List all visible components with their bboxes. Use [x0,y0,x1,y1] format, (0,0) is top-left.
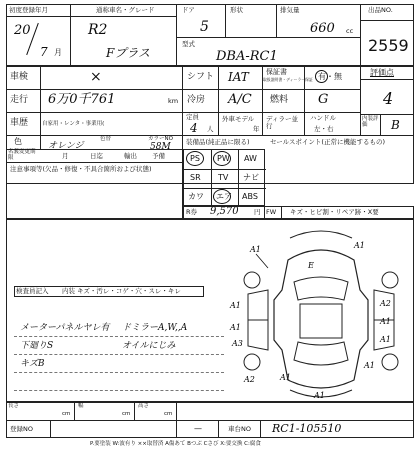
equip-leather: カワ [188,192,204,201]
score-label: 評価点 [370,68,394,77]
inspector-note-1: メーターパネルヤレ有 [20,323,110,333]
svg-text:A1: A1 [354,241,365,250]
warranty-circle [315,70,328,83]
height-unit: cm [164,411,173,417]
lot-label: 出品NO. [368,6,393,14]
fw-text: キズ・ヒビ割・リペア跡・X要 [290,208,379,216]
grade: Fプラス [106,46,150,60]
warranty-sub: 取扱説明書・ディーラー保証 [263,78,313,83]
name-change-day: 日迄 [90,152,103,160]
transfer-label: 輸出 [124,152,137,160]
svg-text:E: E [308,261,314,270]
header-frame [6,4,414,66]
equip-abs: ABS [242,192,258,201]
notes-label: 注意事項等(欠品・修復・不具合箇所および状態) [10,165,152,173]
aircon-value: A/C [228,92,252,107]
import-unit: 年 [253,125,260,133]
mileage-label: 走行 [10,95,29,105]
first-reg-label: 初度登録年月 [9,6,48,14]
inspector-note-5: キズB [20,359,45,369]
transfer-reserve: 予備 [152,152,165,160]
equip-tv: TV [218,173,229,182]
handle-label: ハンドル [310,114,336,122]
reg-no-dash: — [194,424,202,433]
inspector-note-2: ドミラーA,W,,A [122,323,188,333]
color-no-label: カラーNO [148,136,173,142]
inspector-options: 内装 キズ・汚レ・コゲ・穴・スレ・キレ [62,287,181,295]
car-diagram [228,220,414,402]
equip-pw-circle [213,151,231,166]
car-name: R2 [88,22,108,38]
equip-pw: PW [217,154,230,163]
capacity-label: 定員 [186,113,199,121]
svg-text:A1: A1 [314,391,325,400]
svg-text:A2: A2 [380,299,391,308]
inspector-label: 検査員記入 [16,287,49,295]
capacity-value: 4 [190,121,198,135]
warranty-choice: 有・無 [318,72,342,81]
inspector-note-3: 下廻りS [20,341,54,351]
equip-airbag-circle [213,189,231,204]
displacement-unit: cc [346,27,354,35]
model-label: 型式 [182,40,195,48]
svg-text:A1: A1 [380,317,391,326]
shape-label: 形状 [230,6,243,14]
notes-frame [6,184,183,219]
equip-ps: PS [190,154,200,163]
doors-label: ドア [182,6,195,14]
lot-value: 2559 [368,36,409,55]
shift-label: シフト [187,72,215,82]
history-value: 自家用・レンタ・事業用( [42,121,105,127]
svg-text:A1: A1 [380,335,391,344]
reg-month: 7 [40,45,48,59]
fuel-label: 燃料 [270,95,289,105]
fuel-value: G [318,92,329,107]
svg-text:A1: A1 [364,361,375,370]
equip-ps-circle [186,151,204,166]
capacity-unit: 人 [207,125,214,133]
equip-aw: AW [244,154,257,163]
color-label: 色 [14,137,22,146]
width-unit: cm [122,411,131,417]
recycle-unit: 円 [254,208,261,216]
recycle-label: R券 [186,208,198,216]
shift-value: IAT [228,70,249,84]
displacement-label: 排気量 [280,6,300,14]
name-change-month: 月 [62,152,69,160]
svg-text:A3: A3 [232,339,243,348]
selling-points-label: セールスポイント(正常に機能するもの) [270,138,385,146]
reg-no-label: 登録NO [10,425,33,433]
inspection-label: 車検 [10,72,29,82]
equip-airbag: エア [216,192,232,201]
color-value: オレンジ [48,141,84,151]
name-grade-label: 通称車名・グレード [96,6,155,14]
color-sub: 色替 [100,136,112,142]
length-label: 長さ [8,403,20,409]
model-value: DBA-RC1 [216,49,278,64]
doors-value: 5 [200,19,209,35]
chassis-label: 車台NO [228,425,251,433]
equip-navi: ナビ [243,173,259,182]
interior-label: 内装評価 [362,116,379,128]
inspector-note-4: オイルにじみ [122,341,176,351]
warranty-label: 保証書 [266,68,287,76]
recycle-value: 9,570 [210,206,239,217]
dealer-label: ディラー並行 [266,115,298,130]
width-label: 幅 [78,403,84,409]
score-value: 4 [383,89,394,108]
handle-value: 左・右 [314,125,334,133]
displacement-value: 660 [310,21,335,36]
inspection-value: × [90,69,102,85]
fw-label: FW [266,208,277,216]
mileage-unit: km [168,97,179,105]
equip-sr: SR [190,173,201,182]
reg-year: 20 [14,23,31,38]
chassis-value: RC1-105510 [272,422,342,435]
history-label: 車歴 [10,118,29,128]
svg-text:A1: A1 [250,245,261,254]
aircon-label: 冷房 [187,95,206,105]
length-unit: cm [62,411,71,417]
month-unit: 月 [54,48,62,57]
equip-label: 装備品(純正品に限る) [186,138,250,146]
footer-legend: P.要塗装 W:波有り ××取替済 A傷あて Bつぶ Cさび X:要交換 C:腐食 [90,441,261,447]
svg-text:A1: A1 [280,373,291,382]
import-label: 外車モデル [222,115,255,123]
color-no-value: 58M [150,142,171,152]
interior-value: B [391,118,400,132]
svg-text:A1: A1 [230,301,241,310]
svg-text:A2: A2 [244,375,255,384]
height-label: 高さ [138,403,150,409]
svg-text:A1: A1 [230,323,241,332]
mileage-value: 6万0千761 [48,92,116,107]
name-change-label: 名義変更期限 [8,149,36,161]
